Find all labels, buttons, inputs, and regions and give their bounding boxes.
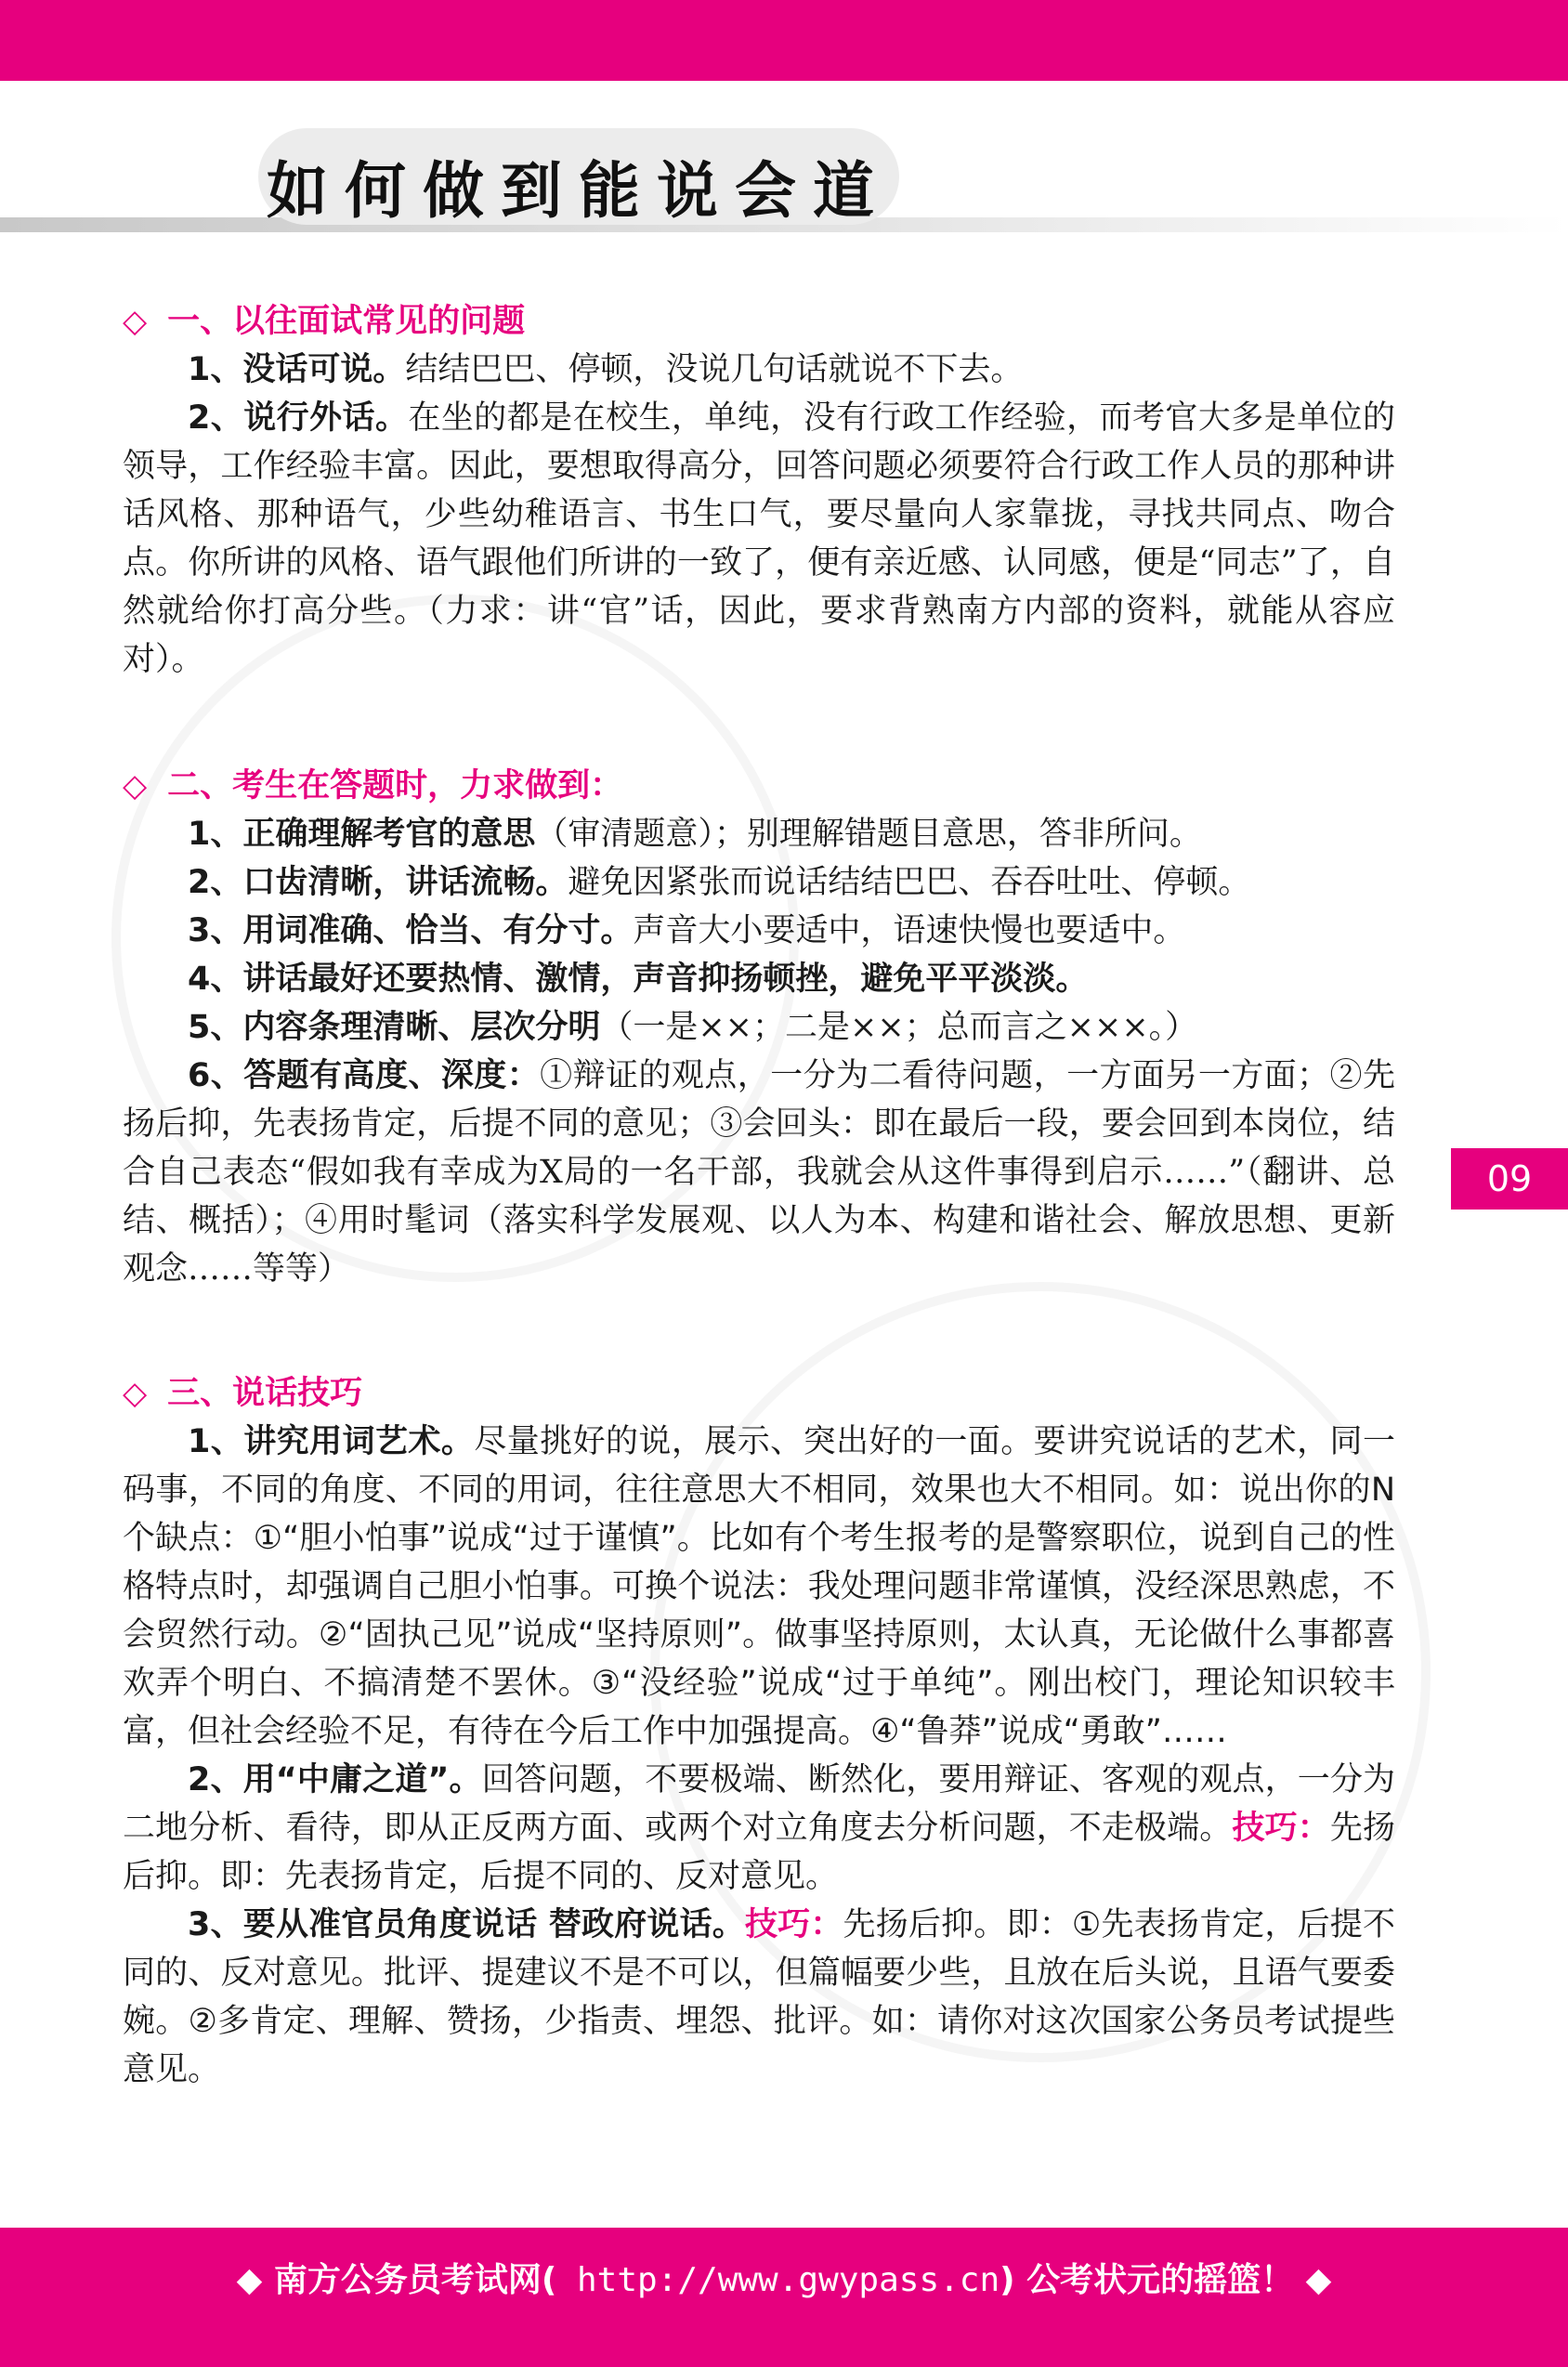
list-item: 1、正确理解考官的意思（审清题意）；别理解错题目意思，答非所问。 [188, 816, 1202, 853]
tip-label: 技巧： [1232, 1810, 1330, 1847]
diamond-icon: ◇ [123, 767, 148, 804]
paragraph: 3、要从准官员角度说话 替政府说话。技巧：先扬后抑。即：①先表扬肯定，后提不同的、反对意见。批评、提建议不是不可以，但篇幅要少些，且放在后头说，且语气要委婉。②多肯定、理解、赞扬，少指责、埋怨、批评。如：请你对这次国家公务员考试提些意见。 [123, 1906, 1395, 2088]
section-heading-2: ◇ 二、考生在答题时，力求做到： [123, 767, 623, 804]
list-item: 3、用词准确、恰当、有分寸。声音大小要适中，语速快慢也要适中。 [188, 912, 1186, 949]
list-item: 4、讲话最好还要热情、激情，声音抑扬顿挫，避免平平淡淡。 [188, 961, 1089, 998]
diamond-icon: ◇ [123, 1375, 148, 1412]
article-body [123, 297, 1395, 2094]
diamond-icon: ◇ [123, 303, 148, 340]
paragraph: 2、说行外话。在坐的都是在校生，单纯，没有行政工作经验，而考官大多是单位的领导，工作经验丰富。因此，要想取得高分，回答问题必须要符合行政工作人员的那种讲话风格、那种语气，少些幼稚语言、书生口气，要尽量向人家靠拢，寻找共同点、吻合点。你所讲的风格、语气跟他们所讲的一致了，便有亲近感、认同感，便是“同志”了，自然就给你打高分些。（力求：讲“官”话，因此，要求背熟南方内部的资料，就能从容应对）。 [123, 399, 1395, 678]
section-heading-1: ◇ 一、以往面试常见的问题 [123, 303, 526, 340]
title-block [0, 128, 1568, 238]
footer-url: http://www.gwypass.cn [556, 2261, 1000, 2299]
page-number: 09 [1451, 1148, 1568, 1210]
paragraph: 1、没话可说。结结巴巴、停顿，没说几句话就说不下去。 [188, 351, 1024, 388]
footer-banner [0, 2228, 1568, 2367]
tip-label: 技巧： [744, 1906, 843, 1943]
list-item: 6、答题有高度、深度：①辩证的观点，一分为二看待问题，一方面另一方面；②先扬后抑，先表扬肯定，后提不同的意见；③会回头：即在最后一段，要会回到本岗位，结合自己表态“假如我有幸成为X局的一名干部，我就会从这件事得到启示……”（翻讲、总结、概括）；④用时髦词（落实科学发展观、以人为本、构建和谐社会、解放思想、更新观念……等等） [123, 1057, 1395, 1288]
section-heading-3: ◇ 三、说话技巧 [123, 1375, 363, 1412]
paragraph: 2、用“中庸之道”。回答问题，不要极端、断然化，要用辩证、客观的观点，一分为二地分析、看待，即从正反两方面、或两个对立角度去分析问题，不走极端。技巧：先扬后抑。即：先表扬肯定，后提不同的、反对意见。 [123, 1761, 1395, 1895]
list-item: 5、内容条理清晰、层次分明（一是××；二是××；总而言之×××。） [188, 1009, 1198, 1046]
footer-text: ◆ 南方公务员考试网( http://www.gwypass.cn) 公考状元的摇篮！ ◆ [236, 2261, 1332, 2299]
list-item: 2、口齿清晰，讲话流畅。避免因紧张而说话结结巴巴、吞吞吐吐、停顿。 [188, 864, 1251, 901]
top-banner [0, 0, 1568, 81]
paragraph: 1、讲究用词艺术。尽量挑好的说，展示、突出好的一面。要讲究说话的艺术，同一码事，不同的角度、不同的用词，往往意思大不相同，效果也大不相同。如：说出你的N个缺点：①“胆小怕事”说成“过于谨慎”。比如有个考生报考的是警察职位，说到自己的性格特点时，却强调自己胆小怕事。可换个说法：我处理问题非常谨慎，没经深思熟虑，不会贸然行动。②“固执己见”说成“坚持原则”。做事坚持原则，太认真，无论做什么事都喜欢弄个明白、不搞清楚不罢休。③“没经验”说成“过于单纯”。刚出校门，理论知识较丰富，但社会经验不足，有待在今后工作中加强提高。④“鲁莽”说成“勇敢”…… [123, 1423, 1395, 1750]
page-title: 如何做到能说会道 [267, 155, 891, 227]
